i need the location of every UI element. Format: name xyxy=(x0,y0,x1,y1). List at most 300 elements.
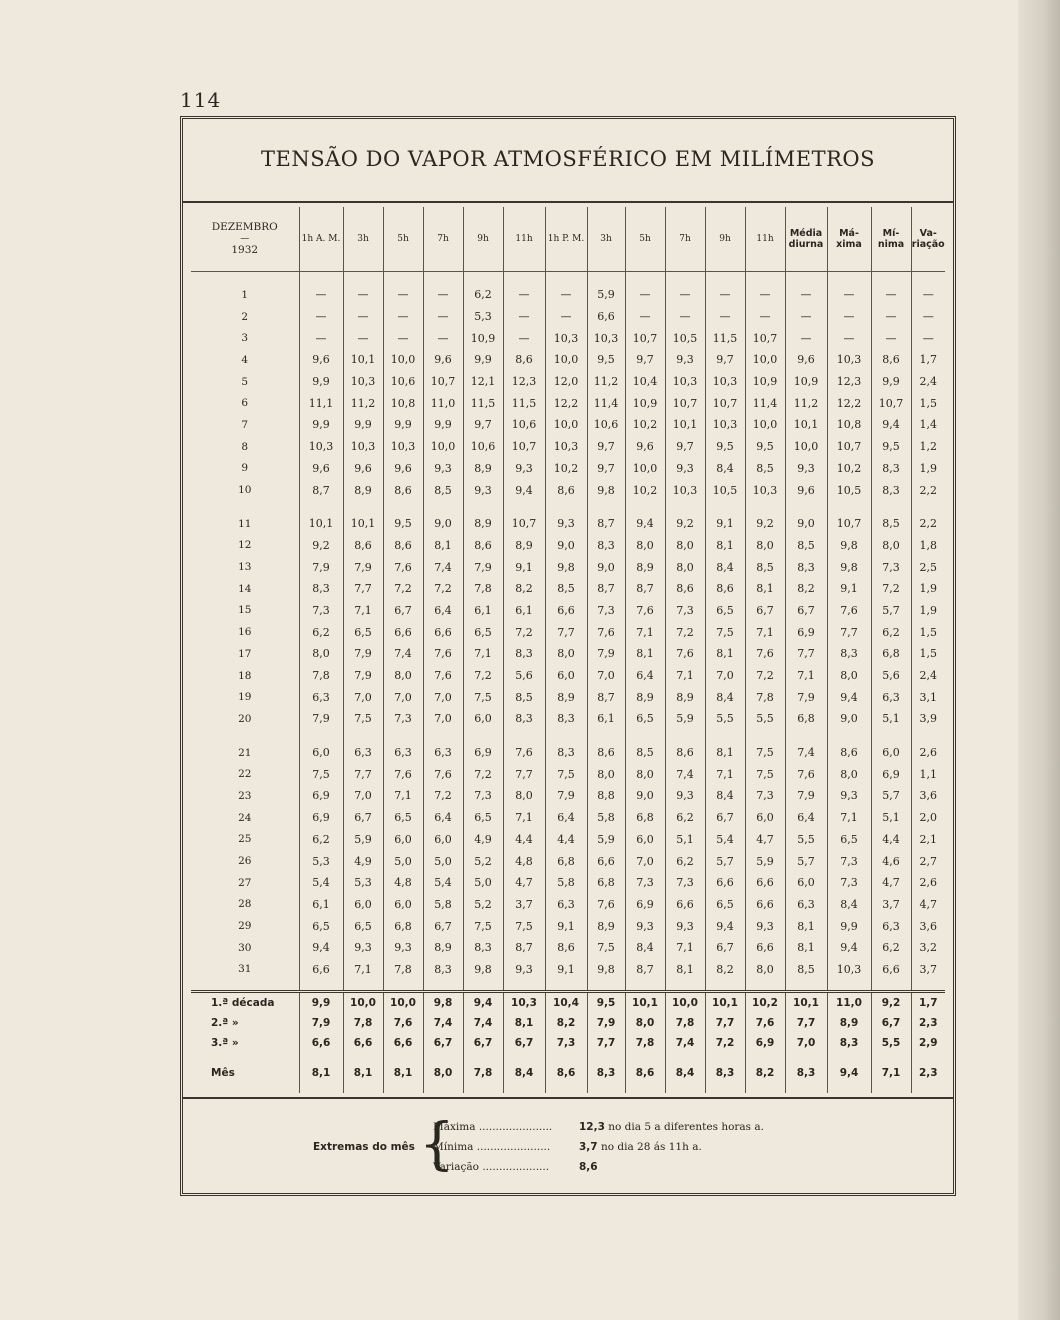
summary-cell: 9,9 xyxy=(299,992,343,1014)
extremes-section xyxy=(183,1112,953,1179)
value-cell: 10,0 xyxy=(383,349,423,371)
spacer-cell xyxy=(625,730,665,742)
value-cell: 7,3 xyxy=(665,872,705,894)
spacer-cell xyxy=(705,730,745,742)
value-cell: 10,3 xyxy=(343,371,383,393)
value-cell: 10,0 xyxy=(545,414,587,436)
var-label: Variação .................... xyxy=(433,1161,550,1173)
value-cell: 6,1 xyxy=(503,600,545,622)
value-cell: 2,2 xyxy=(911,479,945,501)
month-summary-row xyxy=(191,1053,945,1093)
value-cell: 6,6 xyxy=(587,306,625,328)
col-header: Mí- nima xyxy=(871,207,911,272)
table-row xyxy=(191,600,945,622)
spacer-cell xyxy=(383,980,423,992)
value-cell: 11,4 xyxy=(587,392,625,414)
value-cell: 12,2 xyxy=(827,392,871,414)
value-cell: 8,1 xyxy=(705,643,745,665)
value-cell: 6,1 xyxy=(299,894,343,916)
value-cell: 4,7 xyxy=(911,894,945,916)
value-cell: 5,0 xyxy=(463,872,503,894)
value-cell: 10,0 xyxy=(545,349,587,371)
value-cell: 8,2 xyxy=(785,578,827,600)
value-cell: 5,0 xyxy=(423,850,463,872)
value-cell: 7,0 xyxy=(587,665,625,687)
value-cell: 10,7 xyxy=(745,327,785,349)
value-cell: — xyxy=(383,284,423,306)
value-cell: 8,3 xyxy=(299,578,343,600)
spacer-cell xyxy=(745,272,785,285)
value-cell: — xyxy=(911,327,945,349)
value-cell: 10,3 xyxy=(827,349,871,371)
value-cell: — xyxy=(503,284,545,306)
value-cell: — xyxy=(911,306,945,328)
day-cell: 31 xyxy=(238,963,252,976)
value-cell: 8,6 xyxy=(587,742,625,764)
value-cell: 7,1 xyxy=(665,937,705,959)
value-cell: 7,9 xyxy=(785,686,827,708)
spacer-cell xyxy=(343,980,383,992)
value-cell: 7,6 xyxy=(423,643,463,665)
summary-label: 3.ª » xyxy=(211,1037,239,1050)
spacer-cell xyxy=(665,980,705,992)
value-cell: 7,9 xyxy=(587,643,625,665)
value-cell: 5,8 xyxy=(587,807,625,829)
table-row xyxy=(191,414,945,436)
value-cell: 7,7 xyxy=(785,643,827,665)
day-cell: 13 xyxy=(238,561,252,574)
col-header: 1h A. M. xyxy=(299,207,343,272)
spacer-cell xyxy=(191,730,299,742)
value-cell: 5,8 xyxy=(545,872,587,894)
table-row xyxy=(191,349,945,371)
col-header: 3h xyxy=(343,207,383,272)
value-cell: — xyxy=(545,284,587,306)
value-cell: 10,7 xyxy=(827,513,871,535)
summary-cell: 7,9 xyxy=(587,1013,625,1033)
spacer-cell xyxy=(463,980,503,992)
spacer-cell xyxy=(911,980,945,992)
value-cell: 7,0 xyxy=(423,708,463,730)
value-cell: 7,5 xyxy=(463,915,503,937)
value-cell: 8,6 xyxy=(705,578,745,600)
value-cell: 7,7 xyxy=(343,578,383,600)
month-dash: — xyxy=(240,233,250,244)
summary-label: 1.ª década xyxy=(191,992,299,1014)
var-value: 8,6 xyxy=(579,1161,598,1173)
value-cell: 5,3 xyxy=(463,306,503,328)
value-cell: 8,3 xyxy=(545,742,587,764)
value-cell: 4,7 xyxy=(871,872,911,894)
spacer-cell xyxy=(191,980,299,992)
value-cell: 8,6 xyxy=(463,535,503,557)
value-cell: 9,3 xyxy=(383,937,423,959)
value-cell: 6,6 xyxy=(665,894,705,916)
value-cell: 9,0 xyxy=(545,535,587,557)
value-cell: 1,9 xyxy=(911,578,945,600)
spacer-cell xyxy=(587,980,625,992)
value-cell: 7,0 xyxy=(343,785,383,807)
value-cell: 7,4 xyxy=(423,556,463,578)
col-header: 7h xyxy=(665,207,705,272)
value-cell: 1,5 xyxy=(911,392,945,414)
value-cell: 3,7 xyxy=(503,894,545,916)
summary-cell: 2,3 xyxy=(911,1013,945,1033)
spacer-cell xyxy=(299,730,343,742)
summary-cell: 7,8 xyxy=(343,1013,383,1033)
value-cell: 9,9 xyxy=(827,915,871,937)
value-cell: 9,6 xyxy=(343,458,383,480)
value-cell: 9,3 xyxy=(463,479,503,501)
value-cell: — xyxy=(911,284,945,306)
value-cell: 8,6 xyxy=(545,937,587,959)
value-cell: 6,5 xyxy=(299,915,343,937)
value-cell: 8,3 xyxy=(871,479,911,501)
value-cell: 9,6 xyxy=(423,349,463,371)
table-row xyxy=(191,850,945,872)
value-cell: 6,0 xyxy=(383,829,423,851)
value-cell: 11,5 xyxy=(503,392,545,414)
spacer-cell xyxy=(871,980,911,992)
value-cell: 10,3 xyxy=(705,371,745,393)
value-cell: 10,7 xyxy=(503,436,545,458)
value-cell: 6,1 xyxy=(463,600,503,622)
value-cell: 8,9 xyxy=(343,479,383,501)
value-cell: 6,0 xyxy=(785,872,827,894)
summary-cell: 8,6 xyxy=(545,1053,587,1093)
value-cell: — xyxy=(827,284,871,306)
spacer-cell xyxy=(383,501,423,513)
value-cell: 8,3 xyxy=(503,708,545,730)
value-cell: 9,1 xyxy=(545,959,587,981)
summary-cell: 7,7 xyxy=(587,1033,625,1053)
value-cell: 9,9 xyxy=(343,414,383,436)
day-cell: 28 xyxy=(238,898,252,911)
value-cell: 9,9 xyxy=(299,371,343,393)
value-cell: 8,9 xyxy=(625,556,665,578)
value-cell: 9,3 xyxy=(785,458,827,480)
page-title: TENSÃO DO VAPOR ATMOSFÉRICO EM MILÍMETROS xyxy=(260,147,876,171)
value-cell: 12,1 xyxy=(463,371,503,393)
value-cell: 8,9 xyxy=(503,535,545,557)
value-cell: 8,7 xyxy=(625,578,665,600)
value-cell: 6,6 xyxy=(587,850,625,872)
summary-cell: 7,4 xyxy=(463,1013,503,1033)
spacer-cell xyxy=(665,272,705,285)
month-header xyxy=(191,207,299,272)
summary-cell: 10,2 xyxy=(745,992,785,1014)
summary-cell: 8,3 xyxy=(827,1033,871,1053)
value-cell: 6,6 xyxy=(383,621,423,643)
value-cell: 10,6 xyxy=(587,414,625,436)
value-cell: 7,2 xyxy=(871,578,911,600)
value-cell: 7,1 xyxy=(463,643,503,665)
summary-cell: 10,0 xyxy=(383,992,423,1014)
value-cell: 11,0 xyxy=(423,392,463,414)
value-cell: 9,0 xyxy=(785,513,827,535)
value-cell: 4,4 xyxy=(545,829,587,851)
day-cell: 21 xyxy=(238,746,252,759)
spacer-row xyxy=(191,272,945,285)
max-label: Máxima ...................... xyxy=(433,1121,553,1133)
decade-summary-row xyxy=(191,992,945,1014)
value-cell: — xyxy=(343,306,383,328)
summary-cell: 8,2 xyxy=(545,1013,587,1033)
value-cell: 5,7 xyxy=(785,850,827,872)
value-cell: 7,3 xyxy=(299,600,343,622)
value-cell: 10,6 xyxy=(463,436,503,458)
summary-cell: 7,8 xyxy=(665,1013,705,1033)
day-cell: 14 xyxy=(238,582,252,595)
value-cell: 2,1 xyxy=(911,829,945,851)
value-cell: 6,6 xyxy=(871,959,911,981)
value-cell: 9,3 xyxy=(625,915,665,937)
value-cell: 6,2 xyxy=(871,937,911,959)
spacer-cell xyxy=(545,272,587,285)
value-cell: 6,3 xyxy=(871,686,911,708)
value-cell: 7,6 xyxy=(503,742,545,764)
value-cell: 2,6 xyxy=(911,872,945,894)
value-cell: 5,4 xyxy=(705,829,745,851)
value-cell: 10,3 xyxy=(665,371,705,393)
value-cell: — xyxy=(423,306,463,328)
value-cell: 9,2 xyxy=(299,535,343,557)
value-cell: 9,3 xyxy=(665,458,705,480)
value-cell: 10,7 xyxy=(665,392,705,414)
value-cell: 9,2 xyxy=(745,513,785,535)
value-cell: 8,0 xyxy=(299,643,343,665)
value-cell: 6,7 xyxy=(343,807,383,829)
value-cell: 9,7 xyxy=(587,458,625,480)
value-cell: 6,8 xyxy=(871,643,911,665)
col-header: 11h xyxy=(503,207,545,272)
value-cell: 8,3 xyxy=(503,643,545,665)
spacer-cell xyxy=(191,501,299,513)
value-cell: 1,4 xyxy=(911,414,945,436)
value-cell: 8,1 xyxy=(625,643,665,665)
value-cell: 8,6 xyxy=(827,742,871,764)
value-cell: 7,0 xyxy=(705,665,745,687)
value-cell: 6,5 xyxy=(463,621,503,643)
value-cell: 6,3 xyxy=(785,894,827,916)
month-label: DEZEMBRO xyxy=(211,221,278,233)
summary-cell: 2,3 xyxy=(911,1053,945,1093)
summary-cell: 10,1 xyxy=(785,992,827,1014)
value-cell: 9,3 xyxy=(503,959,545,981)
summary-cell: 11,0 xyxy=(827,992,871,1014)
value-cell: — xyxy=(745,306,785,328)
value-cell: 6,8 xyxy=(587,872,625,894)
summary-cell: 10,0 xyxy=(343,992,383,1014)
value-cell: 7,5 xyxy=(463,686,503,708)
summary-cell: 8,4 xyxy=(503,1053,545,1093)
spacer-cell xyxy=(625,272,665,285)
summary-cell: 6,6 xyxy=(343,1033,383,1053)
spacer-cell xyxy=(705,501,745,513)
value-cell: 8,0 xyxy=(625,535,665,557)
summary-cell: 6,7 xyxy=(423,1033,463,1053)
value-cell: 10,3 xyxy=(383,436,423,458)
value-cell: 1,7 xyxy=(911,349,945,371)
summary-cell: 10,0 xyxy=(665,992,705,1014)
value-cell: 7,9 xyxy=(545,785,587,807)
spacer-cell xyxy=(705,980,745,992)
value-cell: 11,5 xyxy=(705,327,745,349)
value-cell: 9,1 xyxy=(827,578,871,600)
value-cell: — xyxy=(665,306,705,328)
summary-cell: 8,6 xyxy=(625,1053,665,1093)
col-header: 5h xyxy=(625,207,665,272)
value-cell: 9,7 xyxy=(705,349,745,371)
page-number: 114 xyxy=(180,88,222,112)
value-cell: — xyxy=(383,327,423,349)
value-cell: 7,3 xyxy=(463,785,503,807)
spacer-cell xyxy=(463,501,503,513)
value-cell: 8,5 xyxy=(871,513,911,535)
value-cell: 6,9 xyxy=(299,807,343,829)
summary-cell: 7,9 xyxy=(299,1013,343,1033)
value-cell: 7,6 xyxy=(745,643,785,665)
spacer-cell xyxy=(911,272,945,285)
value-cell: 1,2 xyxy=(911,436,945,458)
value-cell: 10,3 xyxy=(705,414,745,436)
summary-cell: 7,8 xyxy=(463,1053,503,1093)
day-cell: 9 xyxy=(241,462,249,475)
value-cell: 6,6 xyxy=(745,894,785,916)
summary-cell: 10,4 xyxy=(545,992,587,1014)
day-cell: 6 xyxy=(241,397,249,410)
value-cell: 6,2 xyxy=(871,621,911,643)
day-cell: 25 xyxy=(238,833,252,846)
value-cell: — xyxy=(871,306,911,328)
spacer-cell xyxy=(503,272,545,285)
value-cell: 9,3 xyxy=(665,785,705,807)
value-cell: 5,4 xyxy=(299,872,343,894)
value-cell: 7,6 xyxy=(383,556,423,578)
value-cell: 2,5 xyxy=(911,556,945,578)
value-cell: 6,7 xyxy=(705,937,745,959)
table-row xyxy=(191,872,945,894)
value-cell: — xyxy=(665,284,705,306)
day-cell: 23 xyxy=(238,789,252,802)
value-cell: 6,3 xyxy=(545,894,587,916)
value-cell: 5,9 xyxy=(343,829,383,851)
value-cell: 10,5 xyxy=(827,479,871,501)
value-cell: 4,9 xyxy=(463,829,503,851)
summary-cell: 6,7 xyxy=(871,1013,911,1033)
value-cell: 2,6 xyxy=(911,742,945,764)
value-cell: 6,7 xyxy=(785,600,827,622)
value-cell: 10,7 xyxy=(503,513,545,535)
spacer-cell xyxy=(343,272,383,285)
day-cell: 18 xyxy=(238,669,252,682)
value-cell: 7,5 xyxy=(343,708,383,730)
value-cell: 7,9 xyxy=(343,643,383,665)
value-cell: 5,3 xyxy=(299,850,343,872)
col-header: 7h xyxy=(423,207,463,272)
value-cell: 9,9 xyxy=(871,371,911,393)
value-cell: 5,6 xyxy=(503,665,545,687)
value-cell: 7,1 xyxy=(827,807,871,829)
day-cell: 1 xyxy=(241,288,249,301)
value-cell: 8,3 xyxy=(545,708,587,730)
table-row xyxy=(191,959,945,981)
summary-cell: 7,3 xyxy=(545,1033,587,1053)
extremes-label: Extremas do mês xyxy=(313,1141,415,1153)
value-cell: 8,0 xyxy=(665,535,705,557)
value-cell: 5,2 xyxy=(463,850,503,872)
value-cell: 8,0 xyxy=(871,535,911,557)
summary-cell: 7,0 xyxy=(785,1033,827,1053)
value-cell: 7,9 xyxy=(299,556,343,578)
spacer-cell xyxy=(911,730,945,742)
value-cell: 3,6 xyxy=(911,915,945,937)
summary-cell: 7,4 xyxy=(665,1033,705,1053)
value-cell: — xyxy=(503,306,545,328)
table-row xyxy=(191,556,945,578)
value-cell: 8,7 xyxy=(625,959,665,981)
value-cell: 10,1 xyxy=(665,414,705,436)
table-row xyxy=(191,621,945,643)
value-cell: 11,2 xyxy=(587,371,625,393)
value-cell: 3,9 xyxy=(911,708,945,730)
value-cell: 8,3 xyxy=(423,959,463,981)
day-cell: 27 xyxy=(238,876,252,889)
spacer-cell xyxy=(383,730,423,742)
value-cell: 9,9 xyxy=(463,349,503,371)
value-cell: — xyxy=(871,327,911,349)
value-cell: 9,7 xyxy=(665,436,705,458)
spacer-cell xyxy=(625,501,665,513)
spacer-cell xyxy=(343,730,383,742)
value-cell: 4,7 xyxy=(745,829,785,851)
value-cell: 7,2 xyxy=(423,785,463,807)
value-cell: 6,2 xyxy=(665,850,705,872)
spacer-cell xyxy=(503,980,545,992)
value-cell: 10,8 xyxy=(383,392,423,414)
value-cell: 10,1 xyxy=(343,513,383,535)
value-cell: 5,9 xyxy=(665,708,705,730)
summary-cell: 8,3 xyxy=(785,1053,827,1093)
value-cell: 10,3 xyxy=(545,327,587,349)
value-cell: 6,5 xyxy=(827,829,871,851)
spacer-cell xyxy=(785,501,827,513)
value-cell: 6,5 xyxy=(705,600,745,622)
value-cell: 9,3 xyxy=(665,915,705,937)
value-cell: 6,0 xyxy=(299,742,343,764)
value-cell: 9,0 xyxy=(587,556,625,578)
value-cell: 6,5 xyxy=(383,807,423,829)
day-cell: 4 xyxy=(241,353,249,366)
value-cell: 10,0 xyxy=(745,349,785,371)
value-cell: 5,7 xyxy=(871,785,911,807)
value-cell: 7,6 xyxy=(423,763,463,785)
day-cell: 22 xyxy=(238,768,252,781)
value-cell: 6,3 xyxy=(383,742,423,764)
spacer-cell xyxy=(423,980,463,992)
spacer-cell xyxy=(463,272,503,285)
value-cell: 10,9 xyxy=(745,371,785,393)
value-cell: 6,0 xyxy=(423,829,463,851)
table-row xyxy=(191,708,945,730)
value-cell: 8,4 xyxy=(827,894,871,916)
value-cell: 8,0 xyxy=(545,643,587,665)
value-cell: 11,1 xyxy=(299,392,343,414)
value-cell: 7,7 xyxy=(827,621,871,643)
spacer-cell xyxy=(587,501,625,513)
summary-cell: 8,4 xyxy=(665,1053,705,1093)
day-cell: 30 xyxy=(238,941,252,954)
